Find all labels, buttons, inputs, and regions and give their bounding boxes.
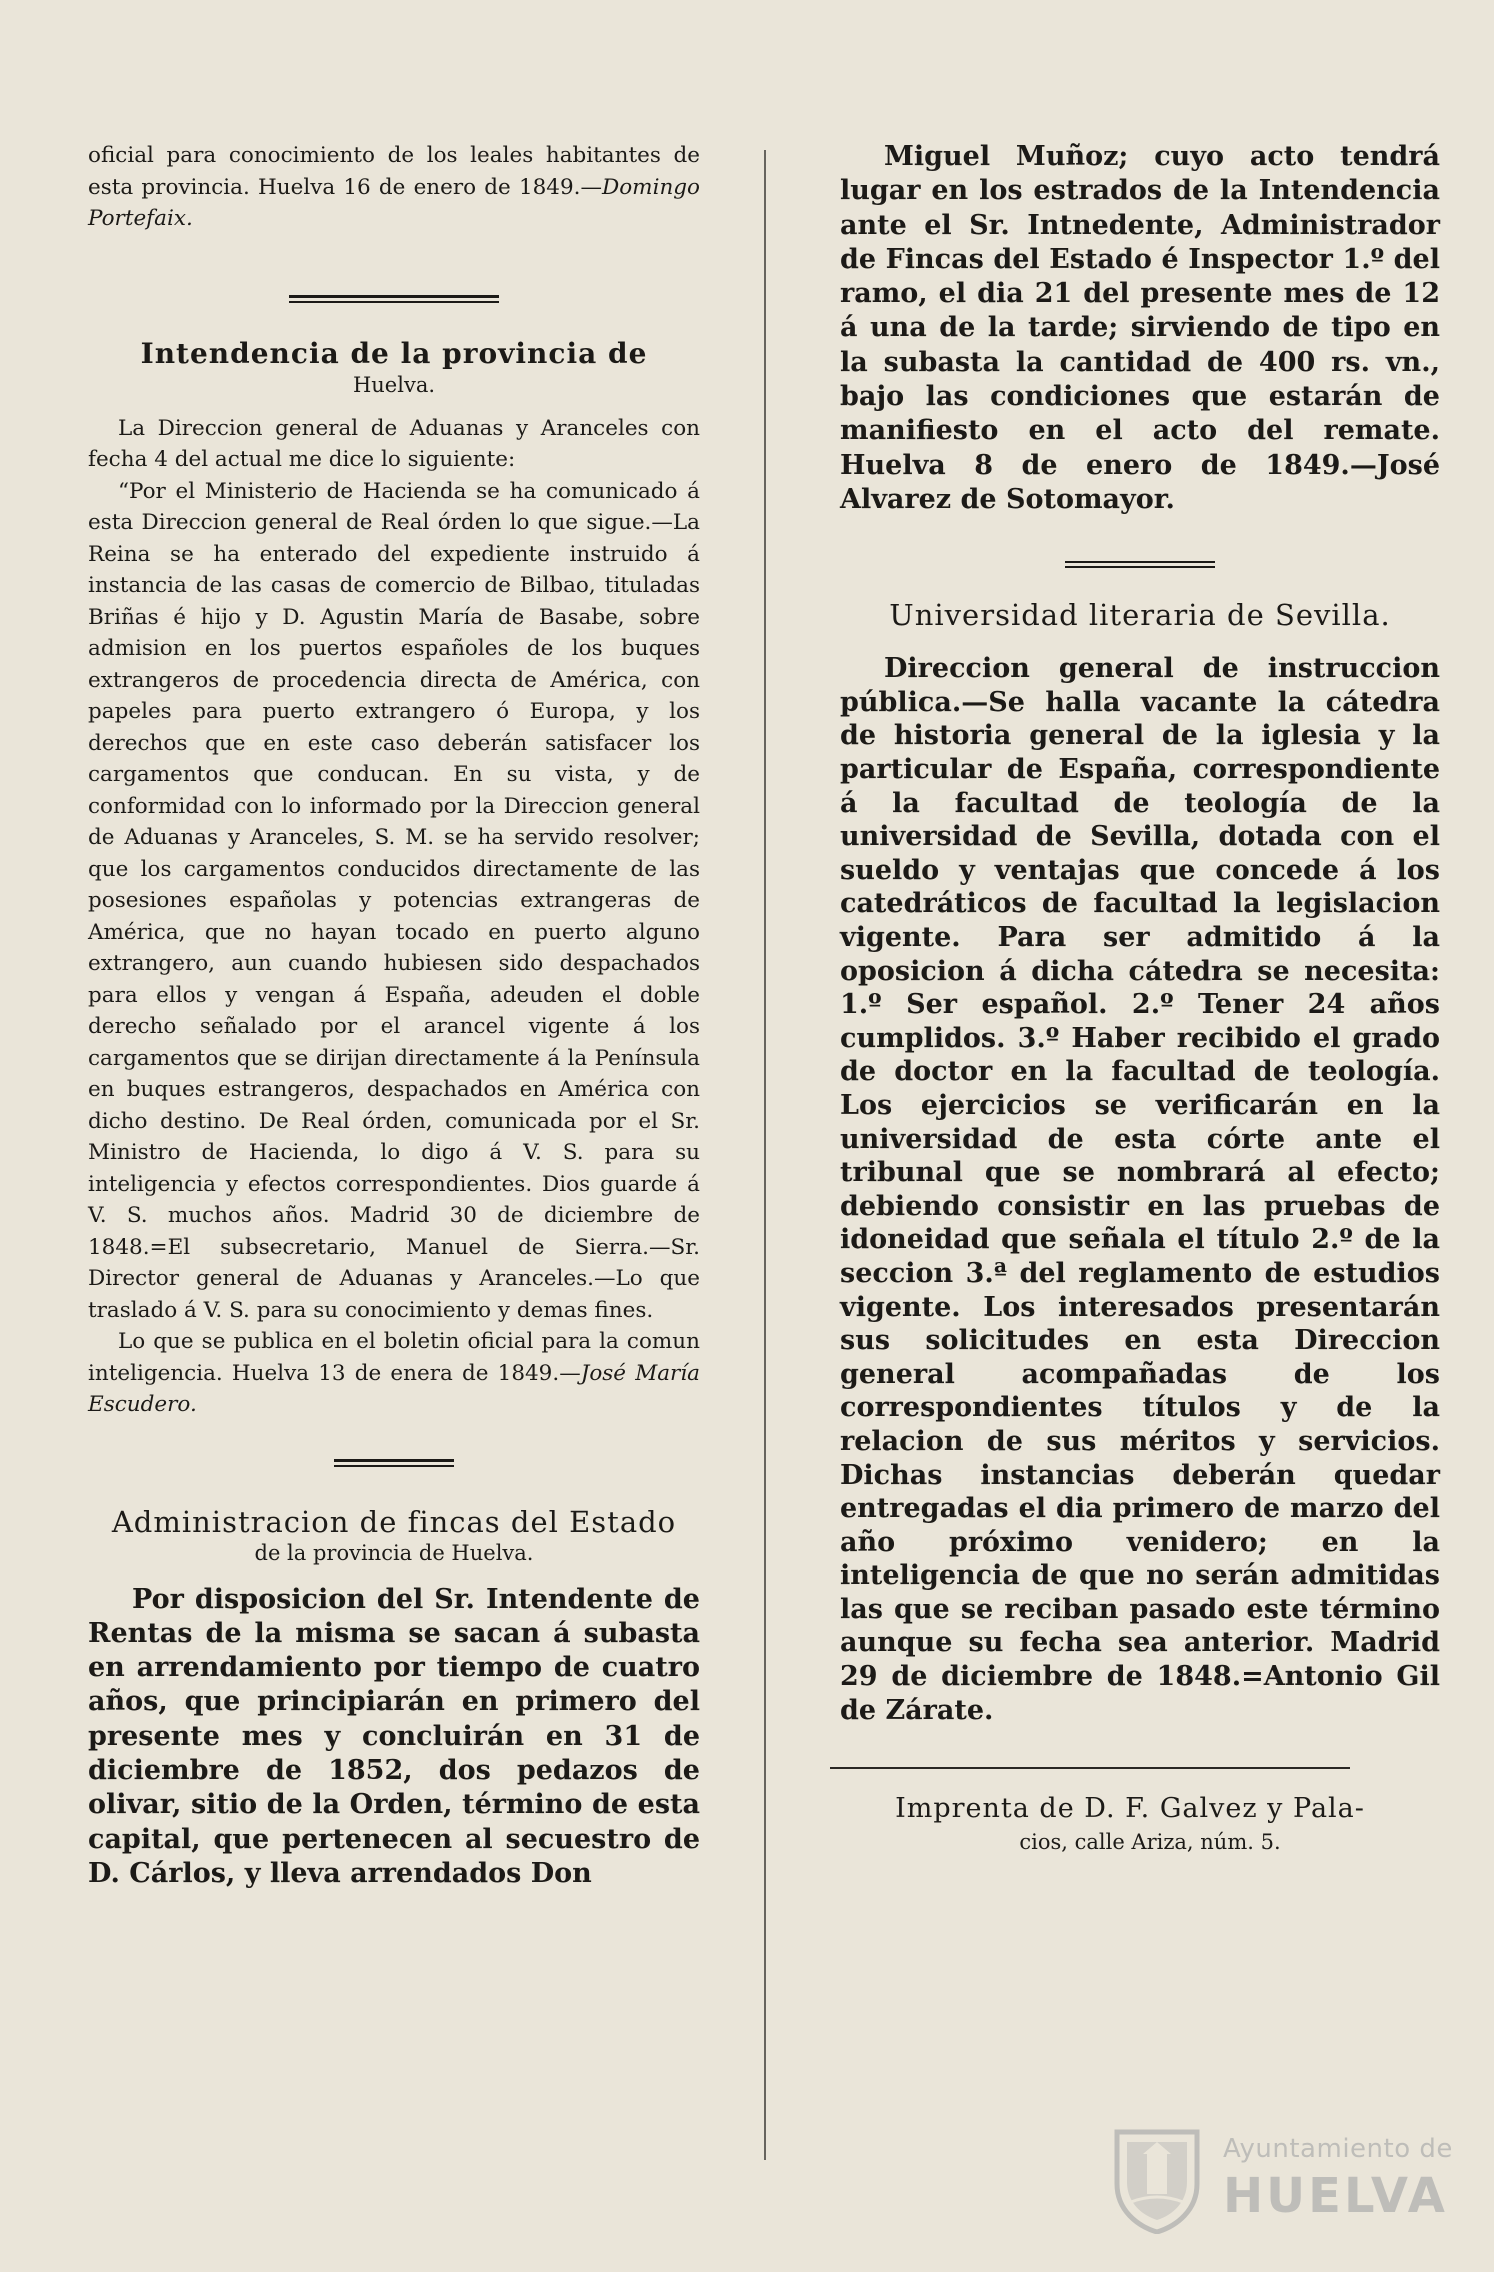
intendencia-intro: La Direccion general de Aduanas y Aranceles con fecha 4 del actual me dice lo siguiente: <box>88 415 700 472</box>
continuation-paragraph: Miguel Muñoz; cuyo acto tendrá lugar en los estrados de la Intendencia ante el Sr. Intnedente, Administrador de Fincas del Estado é Inspector 1.º del ramo, el dia 21 del presente mes de 12 á una de la tarde; sirviendo de tipo en la subasta la cantidad de 400 rs. vn., bajo las condiciones que estarán de manifiesto en el acto del remate. Huelva 8 de enero de 1849.—José Alvarez de Sotomayor. <box>840 141 1440 515</box>
intendencia-quote: “Por el Ministerio de Hacienda se ha comunicado á esta Direccion general de Real órden lo que sigue.—La Reina se ha enterado del expediente instruido á instancia de las casas de comercio de Bilbao, tituladas Briñas é hijo y D. Agustin María de Basabe, sobre admision en los puertos españoles de los buques extrangeros de procedencia directa de América, con papeles para puerto extrangero ó Europa, y los derechos que en este caso deberán satisfacer los cargamentos que conducan. En su vista, y de conformidad con lo informado por la Direccion general de Aduanas y Aranceles, S. M. se ha servido resolver; que los cargamentos conducidos directamente de las posesiones españolas y potencias extrangeras de América, que no hayan tocado en puerto alguno extrangero, aun cuando hubiesen sido despachados para ellos y vengan á España, adeuden el doble derecho señalado por el arancel vigente á los cargamentos que se dirijan directamente á la Península en buques estrangeros, despachados en América con dicho destino. De Real órden, comunicada por el Sr. Ministro de Hacienda, lo digo á V. S. para su inteligencia y efectos correspondientes. Dios guarde á V. S. muchos años. Madrid 30 de diciembre de 1848.=El subsecretario, Manuel de Sierra.—Sr. Director general de Aduanas y Aranceles.—Lo que traslado á V. S. para su conocimiento y demas fines. <box>88 478 700 1323</box>
intendencia-title: Intendencia de la provincia de <box>140 336 648 370</box>
intendencia-closing: Lo que se publica en el boletin oficial para la comun inteligencia. Huelva 13 de enera de 1849.—José María Escudero. <box>88 1329 700 1417</box>
imprint-line-1: Imprenta de D. F. Galvez y Pala- <box>895 1793 1365 1825</box>
city-seal-icon <box>1105 2122 1209 2234</box>
administracion-title: Administracion de fincas del Estado <box>111 1504 677 1539</box>
opening-paragraph: oficial para conocimiento de los leales habitantes de esta provincia. Huelva 16 de enero de 1849.—Domingo Portefaix. <box>88 143 700 231</box>
section-divider <box>334 1459 454 1467</box>
watermark-line-1: Ayuntamiento de <box>1223 2134 1453 2164</box>
column-divider <box>764 150 766 2160</box>
watermark <box>1105 2118 1465 2238</box>
imprint-line-2: cios, calle Ariza, núm. 5. <box>1019 1830 1281 1855</box>
section-divider <box>289 295 499 303</box>
universidad-title: Universidad literaria de Sevilla. <box>889 598 1391 633</box>
opening-signature: Domingo Portefaix. <box>88 174 700 231</box>
administracion-body: Por disposicion del Sr. Intendente de Rentas de la misma se sacan á subasta en arrendamiento por tiempo de cuatro años, que principiarán en primero del presente mes y concluirán en 31 de diciembre de 1852, dos pedazos de olivar, sitio de la Orden, término de esta capital, que pertenecen al secuestro de D. Cárlos, y lleva arrendados Don <box>88 1583 700 1889</box>
watermark-line-2: HUELVA <box>1223 2168 1448 2224</box>
left-column <box>88 140 700 1891</box>
intendencia-signature: José María Escudero. <box>88 1360 700 1417</box>
intendencia-subtitle: Huelva. <box>352 372 436 397</box>
right-column <box>840 140 1440 1857</box>
universidad-body: Direccion general de instruccion pública.—Se halla vacante la cátedra de historia general de la iglesia y la particular de España, correspondiente á la facultad de teología de la universidad de Sevilla, dotada con el sueldo y ventajas que concede á los catedráticos de facultad la legislacion vigente. Para ser admitido á la oposicion á dicha cátedra se necesita: 1.º Ser español. 2.º Tener 24 años cumplidos. 3.º Haber recibido el grado de doctor en la facultad de teología. Los ejercicios se verificarán en la universidad de esta córte ante el tribunal que se nombrará al efecto; debiendo consistir en las pruebas de idoneidad que señala el título 2.º de la seccion 3.ª del reglamento de estudios vigente. Los interesados presentarán sus solicitudes en esta Direccion general acompañadas de los correspondientes títulos y de la relacion de sus méritos y servicios. Dichas instancias deberán quedar entregadas el dia primero de marzo del año próximo venidero; en la inteligencia de que no serán admitidas las que se reciban pasado este término aunque su fecha sea anterior. Madrid 29 de diciembre de 1848.=Antonio Gil de Zárate. <box>840 653 1440 1726</box>
administracion-subtitle: de la provincia de Huelva. <box>254 1540 534 1565</box>
section-divider <box>1065 561 1215 568</box>
